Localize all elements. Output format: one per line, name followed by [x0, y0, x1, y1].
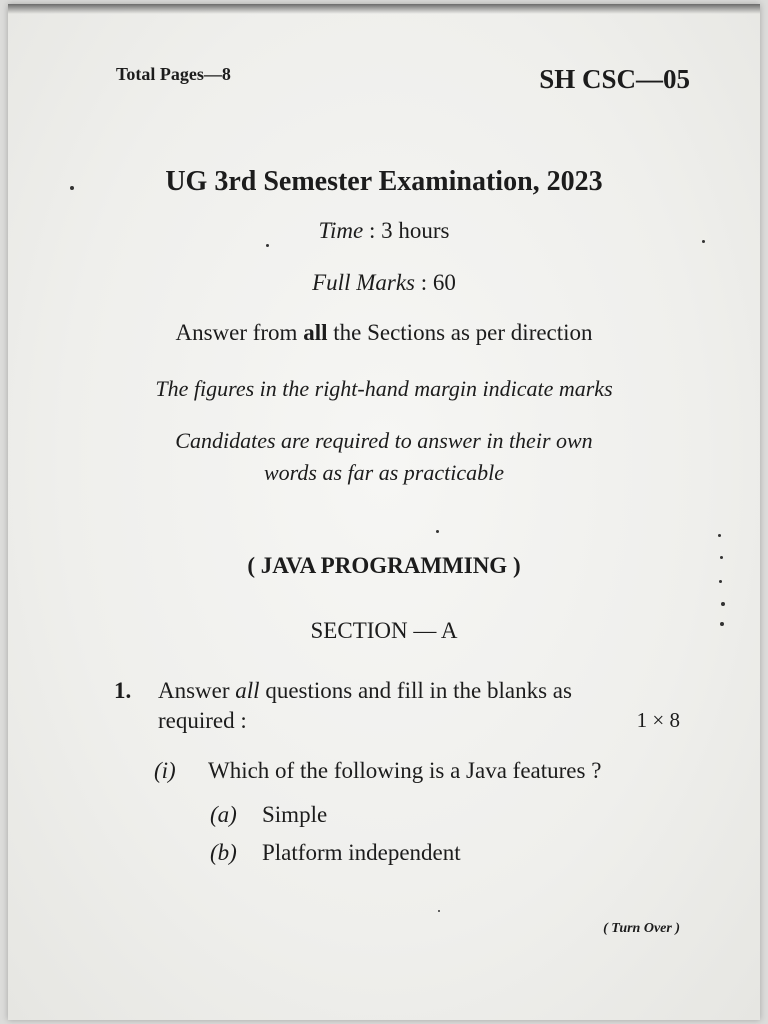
instruction-emphasis: all [303, 320, 328, 345]
instruction-text: the Sections as per direction [327, 320, 593, 345]
time-label: Time [318, 218, 364, 243]
scan-speck [70, 186, 74, 190]
instruction-marks: The figures in the right-hand margin indicate marks [155, 376, 613, 401]
question-text [158, 678, 572, 704]
option-label: (b) [210, 840, 237, 865]
option-text: Platform independent [262, 840, 461, 865]
question-text-emphasis: all [235, 678, 260, 703]
question-text-part: Answer [158, 678, 236, 703]
question-text-part: questions and fill in the blanks as [259, 678, 572, 703]
exam-page [8, 4, 760, 1020]
full-marks [8, 270, 760, 296]
option-label: (a) [210, 802, 237, 827]
section-heading: SECTION — A [310, 618, 458, 643]
question-text-line2: required : [158, 708, 247, 733]
scan-speck [436, 530, 439, 533]
instruction-text: Answer from [175, 320, 304, 345]
exam-title: UG 3rd Semester Examination, 2023 [165, 166, 603, 197]
turn-over-note: ( Turn Over ) [603, 921, 680, 936]
total-pages-label: Total Pages—8 [116, 64, 231, 84]
option-text: Simple [262, 802, 328, 827]
instruction-own-words-line2: words as far as practicable [264, 460, 504, 485]
question-marks: 1 × 8 [636, 708, 680, 732]
exam-time [8, 218, 760, 244]
scan-speck [266, 244, 269, 247]
marks-value: : 60 [414, 270, 456, 295]
margin-marks [716, 524, 732, 634]
question-number: 1. [114, 678, 132, 703]
subject-title: ( JAVA PROGRAMMING ) [247, 553, 521, 578]
sub-question-number: (i) [154, 758, 176, 783]
scan-speck [438, 910, 440, 912]
paper-code: SH CSC—05 [539, 64, 690, 94]
scan-speck [702, 240, 705, 243]
scan-shadow [8, 4, 760, 14]
time-value: : 3 hours [363, 218, 450, 243]
instruction-own-words-line1: Candidates are required to answer in their own [175, 428, 593, 453]
marks-label: Full Marks [312, 270, 415, 295]
sub-question-text: Which of the following is a Java features ? [208, 758, 602, 783]
instruction-sections [8, 320, 760, 346]
